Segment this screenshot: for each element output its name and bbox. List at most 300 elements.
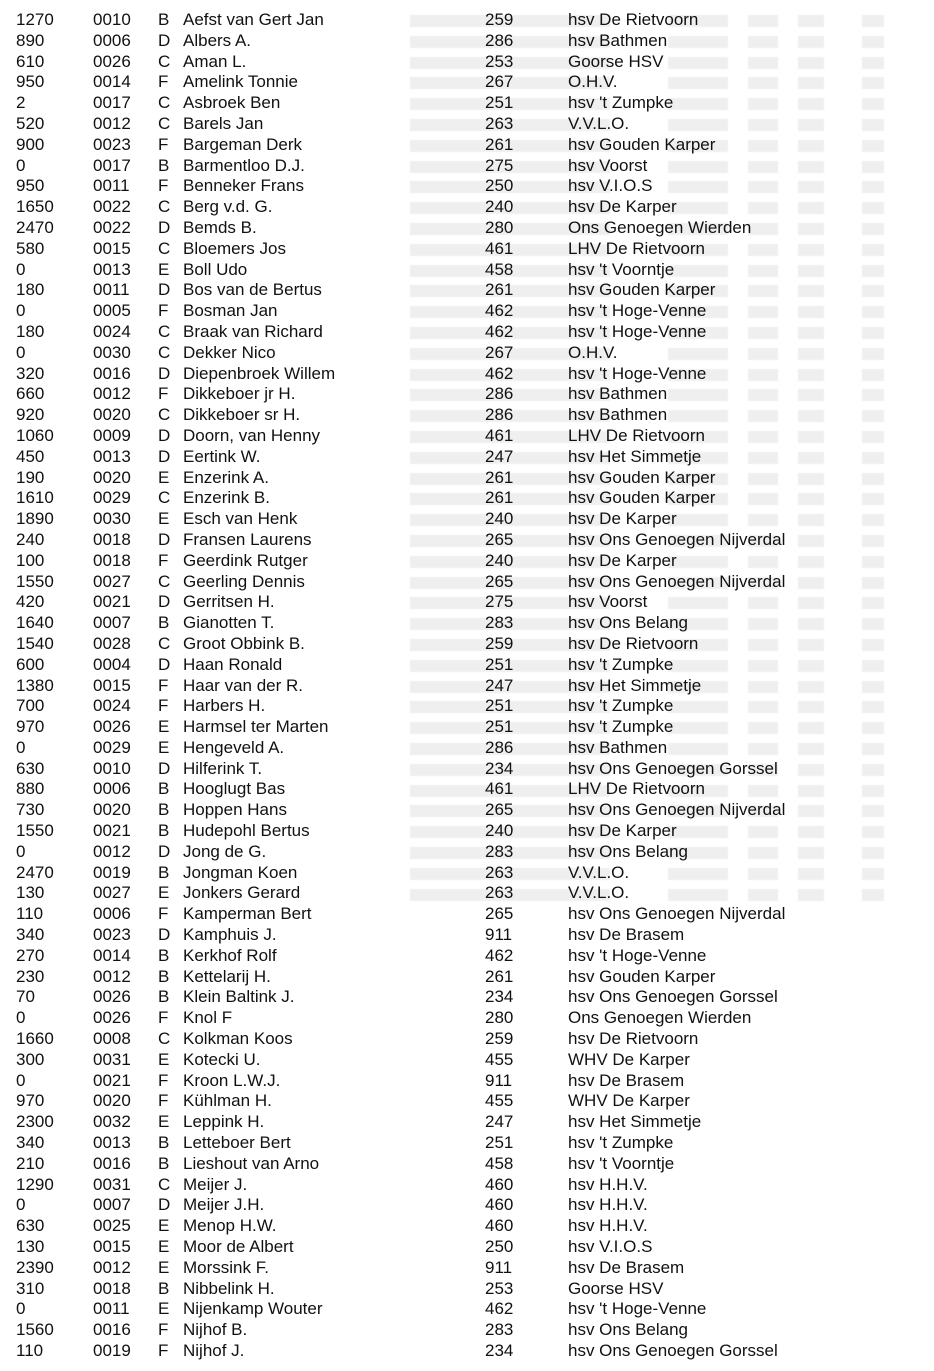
name-cell: Haan Ronald — [183, 654, 283, 674]
club-name-cell: V.V.L.O. — [568, 883, 630, 903]
code-cell: 0021 — [93, 1070, 131, 1090]
class-cell: C — [158, 571, 171, 591]
points-cell: 920 — [16, 405, 45, 425]
club-number-cell: 234 — [485, 1341, 514, 1360]
class-cell: F — [158, 134, 169, 154]
points-cell: 70 — [16, 987, 35, 1007]
name-cell: Hoppen Hans — [183, 800, 287, 820]
code-cell: 0031 — [93, 1049, 131, 1069]
list-row — [0, 468, 934, 489]
club-number-cell: 251 — [485, 654, 514, 674]
class-cell: C — [158, 321, 171, 341]
code-cell: 0026 — [93, 987, 131, 1007]
club-number-cell: 259 — [485, 10, 514, 29]
class-cell: B — [158, 10, 170, 29]
club-number-cell: 253 — [485, 51, 514, 71]
points-cell: 0 — [16, 737, 26, 757]
list-row — [0, 260, 934, 281]
club-number-cell: 455 — [485, 1049, 514, 1069]
points-cell: 0 — [16, 1299, 26, 1319]
class-cell: C — [158, 1029, 171, 1049]
class-cell: B — [158, 779, 170, 799]
name-cell: Bemds B. — [183, 217, 257, 237]
class-cell: C — [158, 51, 171, 71]
club-number-cell: 283 — [485, 1320, 514, 1340]
points-cell: 660 — [16, 384, 45, 404]
points-cell: 130 — [16, 883, 45, 903]
points-cell: 130 — [16, 1237, 45, 1257]
class-cell: B — [158, 1153, 170, 1173]
name-cell: Jong de G. — [183, 841, 267, 861]
code-cell: 0027 — [93, 883, 131, 903]
club-name-cell: hsv Ons Genoegen Nijverdal — [568, 529, 786, 549]
list-row — [0, 842, 934, 863]
club-name-cell: hsv De Brasem — [568, 925, 685, 945]
name-cell: Groot Obbink B. — [183, 633, 305, 653]
points-cell: 880 — [16, 779, 45, 799]
name-cell: Kamphuis J. — [183, 925, 277, 945]
club-number-cell: 263 — [485, 113, 514, 133]
points-cell: 180 — [16, 280, 45, 300]
club-number-cell: 263 — [485, 862, 514, 882]
class-cell: E — [158, 737, 170, 757]
club-name-cell: hsv De Karper — [568, 197, 677, 217]
name-cell: Albers A. — [183, 30, 252, 50]
club-name-cell: hsv 't Zumpke — [568, 93, 674, 113]
class-cell: D — [158, 30, 171, 50]
list-row — [0, 883, 934, 904]
class-cell: F — [158, 176, 169, 196]
list-row — [0, 93, 934, 114]
club-number-cell: 251 — [485, 93, 514, 113]
club-name-cell: Ons Genoegen Wierden — [568, 217, 752, 237]
code-cell: 0006 — [93, 779, 131, 799]
list-row — [0, 613, 934, 634]
club-name-cell: hsv Het Simmetje — [568, 675, 702, 695]
name-cell: Doorn, van Henny — [183, 425, 321, 445]
code-cell: 0015 — [93, 675, 131, 695]
code-cell: 0030 — [93, 509, 131, 529]
club-name-cell: hsv Voorst — [568, 592, 648, 612]
class-cell: B — [158, 945, 170, 965]
name-cell: Kettelarij H. — [183, 966, 271, 986]
list-row — [0, 176, 934, 197]
points-cell: 0 — [16, 1195, 26, 1215]
club-name-cell: hsv Gouden Karper — [568, 134, 716, 154]
class-cell: D — [158, 758, 171, 778]
code-cell: 0010 — [93, 758, 131, 778]
list-row — [0, 31, 934, 52]
club-number-cell: 286 — [485, 737, 514, 757]
club-number-cell: 462 — [485, 945, 514, 965]
code-cell: 0015 — [93, 1237, 131, 1257]
list-row — [0, 1029, 934, 1050]
list-row — [0, 1341, 934, 1362]
points-cell: 890 — [16, 30, 45, 50]
club-name-cell: WHV De Karper — [568, 1091, 690, 1111]
code-cell: 0029 — [93, 737, 131, 757]
code-cell: 0012 — [93, 1257, 131, 1277]
club-name-cell: hsv Gouden Karper — [568, 467, 716, 487]
code-cell: 0023 — [93, 925, 131, 945]
points-cell: 950 — [16, 176, 45, 196]
name-cell: Meijer J. — [183, 1174, 248, 1194]
name-cell: Gianotten T. — [183, 613, 275, 633]
list-row — [0, 218, 934, 239]
club-number-cell: 261 — [485, 488, 514, 508]
club-name-cell: LHV De Rietvoorn — [568, 425, 706, 445]
list-row — [0, 1195, 934, 1216]
list-row — [0, 1279, 934, 1300]
name-cell: Benneker Frans — [183, 176, 304, 196]
list-row — [0, 1216, 934, 1237]
club-number-cell: 461 — [485, 779, 514, 799]
code-cell: 0023 — [93, 134, 131, 154]
list-row — [0, 987, 934, 1008]
class-cell: F — [158, 696, 169, 716]
list-row — [0, 759, 934, 780]
list-row — [0, 530, 934, 551]
club-number-cell: 286 — [485, 405, 514, 425]
code-cell: 0008 — [93, 1029, 131, 1049]
club-name-cell: hsv V.I.O.S — [568, 176, 653, 196]
club-name-cell: hsv 't Zumpke — [568, 696, 674, 716]
class-cell: D — [158, 925, 171, 945]
list-row — [0, 800, 934, 821]
list-row — [0, 156, 934, 177]
list-row — [0, 1299, 934, 1320]
club-number-cell: 265 — [485, 529, 514, 549]
code-cell: 0018 — [93, 1278, 131, 1298]
club-number-cell: 259 — [485, 1029, 514, 1049]
list-row — [0, 364, 934, 385]
list-row — [0, 1237, 934, 1258]
name-cell: Nibbelink H. — [183, 1278, 275, 1298]
class-cell: E — [158, 1237, 170, 1257]
code-cell: 0012 — [93, 384, 131, 404]
class-cell: E — [158, 509, 170, 529]
list-row — [0, 405, 934, 426]
club-name-cell: hsv De Rietvoorn — [568, 633, 699, 653]
points-cell: 270 — [16, 945, 45, 965]
club-name-cell: hsv Ons Belang — [568, 1320, 689, 1340]
class-cell: D — [158, 446, 171, 466]
club-number-cell: 280 — [485, 1008, 514, 1028]
points-cell: 100 — [16, 550, 45, 570]
club-name-cell: hsv 't Hoge-Venne — [568, 945, 707, 965]
class-cell: F — [158, 675, 169, 695]
participant-list — [0, 10, 934, 1362]
points-cell: 2 — [16, 93, 26, 113]
points-cell: 300 — [16, 1049, 45, 1069]
club-number-cell: 280 — [485, 217, 514, 237]
list-row — [0, 322, 934, 343]
club-number-cell: 460 — [485, 1174, 514, 1194]
name-cell: Bosman Jan — [183, 301, 278, 321]
points-cell: 700 — [16, 696, 45, 716]
points-cell: 110 — [16, 1341, 44, 1360]
club-name-cell: WHV De Karper — [568, 1049, 690, 1069]
code-cell: 0026 — [93, 1008, 131, 1028]
class-cell: F — [158, 1341, 169, 1360]
club-number-cell: 261 — [485, 134, 514, 154]
code-cell: 0006 — [93, 904, 131, 924]
class-cell: F — [158, 1320, 169, 1340]
name-cell: Fransen Laurens — [183, 529, 312, 549]
points-cell: 420 — [16, 592, 45, 612]
club-number-cell: 283 — [485, 613, 514, 633]
club-name-cell: hsv Het Simmetje — [568, 446, 702, 466]
club-name-cell: V.V.L.O. — [568, 113, 630, 133]
points-cell: 600 — [16, 654, 45, 674]
club-name-cell: O.H.V. — [568, 342, 618, 362]
club-name-cell: hsv V.I.O.S — [568, 1237, 653, 1257]
club-number-cell: 263 — [485, 883, 514, 903]
list-row — [0, 72, 934, 93]
club-name-cell: hsv Ons Genoegen Nijverdal — [568, 571, 786, 591]
code-cell: 0017 — [93, 93, 131, 113]
club-name-cell: LHV De Rietvoorn — [568, 779, 706, 799]
class-cell: B — [158, 800, 170, 820]
club-number-cell: 460 — [485, 1195, 514, 1215]
points-cell: 900 — [16, 134, 45, 154]
code-cell: 0014 — [93, 945, 131, 965]
club-name-cell: hsv Bathmen — [568, 30, 668, 50]
list-row — [0, 1050, 934, 1071]
club-name-cell: hsv Gouden Karper — [568, 280, 716, 300]
code-cell: 0013 — [93, 1133, 131, 1153]
club-name-cell: hsv Ons Genoegen Nijverdal — [568, 800, 786, 820]
club-name-cell: hsv Ons Belang — [568, 613, 689, 633]
club-name-cell: hsv Gouden Karper — [568, 488, 716, 508]
club-number-cell: 462 — [485, 321, 514, 341]
points-cell: 2470 — [16, 862, 54, 882]
club-number-cell: 286 — [485, 30, 514, 50]
points-cell: 630 — [16, 1216, 45, 1236]
name-cell: Menop H.W. — [183, 1216, 277, 1236]
list-row — [0, 197, 934, 218]
list-row — [0, 904, 934, 925]
class-cell: C — [158, 238, 171, 258]
class-cell: E — [158, 1257, 170, 1277]
points-cell: 630 — [16, 758, 45, 778]
points-cell: 0 — [16, 1008, 26, 1028]
class-cell: E — [158, 1299, 170, 1319]
code-cell: 0020 — [93, 467, 131, 487]
code-cell: 0018 — [93, 550, 131, 570]
name-cell: Knol F — [183, 1008, 233, 1028]
name-cell: Nijhof B. — [183, 1320, 248, 1340]
class-cell: D — [158, 1195, 171, 1215]
class-cell: F — [158, 72, 169, 92]
club-number-cell: 240 — [485, 197, 514, 217]
club-number-cell: 461 — [485, 425, 514, 445]
list-row — [0, 1258, 934, 1279]
name-cell: Moor de Albert — [183, 1237, 294, 1257]
points-cell: 0 — [16, 155, 26, 175]
points-cell: 0 — [16, 259, 26, 279]
list-row — [0, 572, 934, 593]
club-number-cell: 462 — [485, 301, 514, 321]
code-cell: 0026 — [93, 51, 131, 71]
class-cell: D — [158, 280, 171, 300]
class-cell: F — [158, 1091, 169, 1111]
club-number-cell: 247 — [485, 675, 514, 695]
points-cell: 0 — [16, 841, 26, 861]
name-cell: Hudepohl Bertus — [183, 821, 310, 841]
list-row — [0, 384, 934, 405]
points-cell: 1550 — [16, 821, 54, 841]
points-cell: 970 — [16, 717, 45, 737]
list-row — [0, 551, 934, 572]
code-cell: 0013 — [93, 259, 131, 279]
name-cell: Jongman Koen — [183, 862, 298, 882]
list-row — [0, 114, 934, 135]
class-cell: D — [158, 654, 171, 674]
points-cell: 240 — [16, 529, 45, 549]
list-row — [0, 426, 934, 447]
name-cell: Bos van de Bertus — [183, 280, 322, 300]
club-name-cell: hsv 't Zumpke — [568, 717, 674, 737]
class-cell: D — [158, 217, 171, 237]
class-cell: C — [158, 1174, 171, 1194]
code-cell: 0021 — [93, 592, 131, 612]
class-cell: C — [158, 633, 171, 653]
club-number-cell: 458 — [485, 259, 514, 279]
club-number-cell: 250 — [485, 176, 514, 196]
name-cell: Nijenkamp Wouter — [183, 1299, 323, 1319]
club-number-cell: 460 — [485, 1216, 514, 1236]
code-cell: 0024 — [93, 321, 131, 341]
club-number-cell: 247 — [485, 446, 514, 466]
club-name-cell: hsv De Karper — [568, 550, 677, 570]
class-cell: D — [158, 592, 171, 612]
code-cell: 0024 — [93, 696, 131, 716]
club-name-cell: hsv 't Voorntje — [568, 1153, 675, 1173]
name-cell: Barmentloo D.J. — [183, 155, 305, 175]
club-name-cell: hsv Ons Belang — [568, 841, 689, 861]
class-cell: B — [158, 987, 170, 1007]
class-cell: D — [158, 841, 171, 861]
club-number-cell: 458 — [485, 1153, 514, 1173]
club-name-cell: hsv Ons Genoegen Gorssel — [568, 1341, 778, 1360]
club-name-cell: Goorse HSV — [568, 1278, 664, 1298]
club-name-cell: hsv Het Simmetje — [568, 1112, 702, 1132]
class-cell: F — [158, 301, 169, 321]
club-number-cell: 234 — [485, 987, 514, 1007]
club-number-cell: 267 — [485, 72, 514, 92]
list-row — [0, 1112, 934, 1133]
points-cell: 190 — [16, 467, 45, 487]
list-row — [0, 1091, 934, 1112]
class-cell: B — [158, 966, 170, 986]
club-number-cell: 259 — [485, 633, 514, 653]
code-cell: 0009 — [93, 425, 131, 445]
points-cell: 1540 — [16, 633, 54, 653]
club-number-cell: 253 — [485, 1278, 514, 1298]
code-cell: 0004 — [93, 654, 131, 674]
club-name-cell: hsv De Karper — [568, 509, 677, 529]
points-cell: 1890 — [16, 509, 54, 529]
name-cell: Jonkers Gerard — [183, 883, 301, 903]
name-cell: Braak van Richard — [183, 321, 323, 341]
class-cell: D — [158, 529, 171, 549]
club-name-cell: hsv 't Zumpke — [568, 654, 674, 674]
class-cell: E — [158, 1112, 170, 1132]
code-cell: 0012 — [93, 966, 131, 986]
code-cell: 0016 — [93, 1153, 131, 1173]
list-row — [0, 925, 934, 946]
class-cell: B — [158, 862, 170, 882]
list-row — [0, 738, 934, 759]
class-cell: F — [158, 1008, 169, 1028]
code-cell: 0010 — [93, 10, 131, 29]
club-number-cell: 455 — [485, 1091, 514, 1111]
club-number-cell: 240 — [485, 509, 514, 529]
club-name-cell: hsv H.H.V. — [568, 1174, 648, 1194]
name-cell: Dikkeboer jr H. — [183, 384, 296, 404]
name-cell: Nijhof J. — [183, 1341, 245, 1360]
club-number-cell: 265 — [485, 904, 514, 924]
points-cell: 950 — [16, 72, 45, 92]
points-cell: 1270 — [16, 10, 54, 29]
points-cell: 1610 — [16, 488, 54, 508]
club-number-cell: 265 — [485, 800, 514, 820]
name-cell: Diepenbroek Willem — [183, 363, 336, 383]
points-cell: 340 — [16, 1133, 45, 1153]
club-number-cell: 261 — [485, 467, 514, 487]
points-cell: 1650 — [16, 197, 54, 217]
code-cell: 0028 — [93, 633, 131, 653]
club-name-cell: hsv De Rietvoorn — [568, 1029, 699, 1049]
name-cell: Leppink H. — [183, 1112, 265, 1132]
class-cell: D — [158, 363, 171, 383]
code-cell: 0021 — [93, 821, 131, 841]
class-cell: B — [158, 1278, 170, 1298]
name-cell: Geerdink Rutger — [183, 550, 308, 570]
points-cell: 0 — [16, 1070, 26, 1090]
points-cell: 580 — [16, 238, 45, 258]
points-cell: 2470 — [16, 217, 54, 237]
class-cell: E — [158, 259, 170, 279]
list-row — [0, 10, 934, 31]
name-cell: Bargeman Derk — [183, 134, 303, 154]
class-cell: C — [158, 197, 171, 217]
points-cell: 1560 — [16, 1320, 54, 1340]
code-cell: 0031 — [93, 1174, 131, 1194]
points-cell: 610 — [16, 51, 45, 71]
code-cell: 0007 — [93, 1195, 131, 1215]
club-name-cell: hsv De Rietvoorn — [568, 10, 699, 29]
points-cell: 110 — [16, 904, 44, 924]
code-cell: 0018 — [93, 529, 131, 549]
club-name-cell: hsv De Brasem — [568, 1257, 685, 1277]
list-row — [0, 52, 934, 73]
points-cell: 970 — [16, 1091, 45, 1111]
code-cell: 0020 — [93, 800, 131, 820]
name-cell: Lieshout van Arno — [183, 1153, 320, 1173]
code-cell: 0012 — [93, 113, 131, 133]
club-number-cell: 462 — [485, 363, 514, 383]
code-cell: 0016 — [93, 1320, 131, 1340]
code-cell: 0025 — [93, 1216, 131, 1236]
list-row — [0, 239, 934, 260]
points-cell: 2300 — [16, 1112, 54, 1132]
name-cell: Bloemers Jos — [183, 238, 286, 258]
code-cell: 0027 — [93, 571, 131, 591]
club-name-cell: hsv H.H.V. — [568, 1195, 648, 1215]
club-number-cell: 911 — [485, 1257, 513, 1277]
